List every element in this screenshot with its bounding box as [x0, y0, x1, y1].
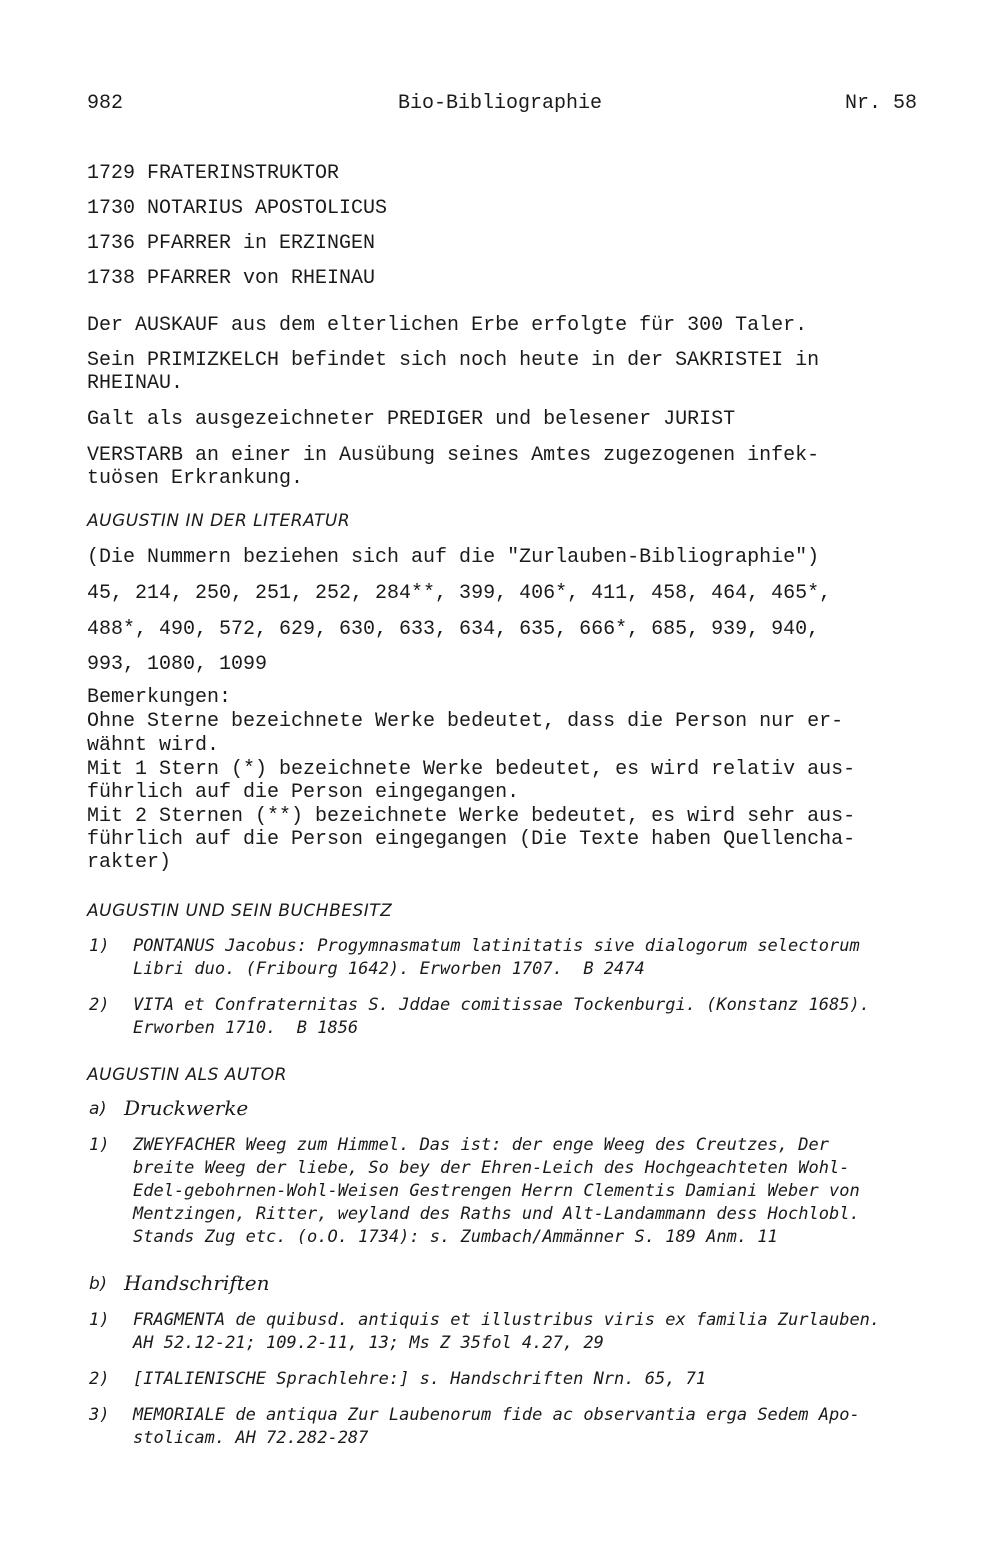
bemerkungen-line: wähnt wird. — [87, 734, 220, 757]
note-auskauf: Der AUSKAUF aus dem elterlichen Erbe erfolgte für 300 Taler. — [87, 314, 808, 337]
print-entry-line: breite Weeg der liebe, So bey der Ehren-Leich des Hochgeachteten Wohl- — [133, 1158, 850, 1178]
print-entry-line: ZWEYFACHER Weeg zum Himmel. Das ist: der enge Weeg des Creutzes, Der — [133, 1135, 829, 1155]
bemerkungen-line: Mit 1 Stern (*) bezeichnete Werke bedeutet, es wird relativ aus- — [87, 758, 856, 781]
page-number: 982 — [87, 92, 124, 115]
book-entry-line: VITA et Confraternitas S. Jddae comitissae Tockenburgi. (Konstanz 1685). — [133, 995, 870, 1015]
career-item: 1738 PFARRER von RHEINAU — [87, 267, 376, 290]
entry-number: Nr. 58 — [845, 92, 918, 115]
subsection-title-handschriften: Handschriften — [124, 1271, 270, 1295]
note-primiz-line1: Sein PRIMIZKELCH befindet sich noch heute in der SAKRISTEI in — [87, 349, 820, 372]
manuscript-entry-line: MEMORIALE de antiqua Zur Laubenorum fide ac observantia erga Sedem Apo- — [133, 1405, 860, 1425]
bemerkungen-line: rakter) — [87, 851, 172, 874]
print-entry-line: Stands Zug etc. (o.O. 1734): s. Zumbach/Ammänner S. 189 Anm. 11 — [133, 1227, 778, 1247]
bemerkungen-line: führlich auf die Person eingegangen (Die Texte haben Quellencha- — [87, 828, 856, 851]
note-verstarb-line2: tuösen Erkrankung. — [87, 467, 304, 490]
note-primiz-line2: RHEINAU. — [87, 372, 184, 395]
section-heading-literatur: AUGUSTIN IN DER LITERATUR — [87, 511, 351, 531]
book-entry-line: Libri duo. (Fribourg 1642). Erworben 1707. B 2474 — [133, 959, 645, 979]
career-item: 1730 NOTARIUS APOSTOLICUS — [87, 197, 388, 220]
bemerkungen-line: Ohne Sterne bezeichnete Werke bedeutet, dass die Person nur er- — [87, 710, 844, 733]
manuscript-entry-line: AH 52.12-21; 109.2-11, 13; Ms Z 35fol 4.27, 29 — [133, 1333, 604, 1353]
bemerkungen-line: Mit 2 Sternen (**) bezeichnete Werke bedeutet, es wird sehr aus- — [87, 805, 856, 828]
literatur-intro: (Die Nummern beziehen sich auf die "Zurlauben-Bibliographie") — [87, 546, 820, 569]
list-item-number: 1) — [89, 1135, 110, 1155]
section-heading-buchbesitz: AUGUSTIN UND SEIN BUCHBESITZ — [87, 901, 393, 921]
manuscript-entry-line: FRAGMENTA de quibusd. antiquis et illustribus viris ex familia Zurlauben. — [133, 1310, 881, 1330]
note-verstarb-line1: VERSTARB an einer in Ausübung seines Amtes zugezogenen infek- — [87, 444, 820, 467]
list-item-number: 1) — [89, 1310, 110, 1330]
bemerkungen-line: führlich auf die Person eingegangen. — [87, 781, 520, 804]
career-item: 1736 PFARRER in ERZINGEN — [87, 232, 376, 255]
note-prediger: Galt als ausgezeichneter PREDIGER und belesener JURIST — [87, 408, 736, 431]
book-entry-line: PONTANUS Jacobus: Progymnasmatum latinitatis sive dialogorum selectorum — [133, 936, 860, 956]
literatur-numbers: 45, 214, 250, 251, 252, 284**, 399, 406*, 411, 458, 464, 465*, — [87, 582, 832, 605]
bemerkungen-title: Bemerkungen: — [87, 686, 232, 709]
print-entry-line: Edel-gebohrnen-Wohl-Weisen Gestrengen Herrn Clementis Damiani Weber von — [133, 1181, 860, 1201]
book-entry-line: Erworben 1710. B 1856 — [133, 1018, 359, 1038]
subsection-title-druckwerke: Druckwerke — [124, 1096, 249, 1120]
section-heading-autor: AUGUSTIN ALS AUTOR — [87, 1065, 287, 1085]
list-item-number: 1) — [89, 936, 110, 956]
print-entry-line: Mentzingen, Ritter, weyland des Raths und Alt-Landammann dess Hochlobl. — [133, 1204, 860, 1224]
literatur-numbers: 488*, 490, 572, 629, 630, 633, 634, 635, 666*, 685, 939, 940, — [87, 618, 820, 641]
list-item-number: 3) — [89, 1405, 110, 1425]
career-item: 1729 FRATERINSTRUKTOR — [87, 162, 340, 185]
list-item-number: 2) — [89, 1369, 110, 1389]
subsection-label: a) — [89, 1099, 108, 1119]
subsection-label: b) — [89, 1274, 108, 1294]
running-title: Bio-Bibliographie — [398, 92, 603, 115]
manuscript-entry-line: [ITALIENISCHE Sprachlehre:] s. Handschriften Nrn. 65, 71 — [133, 1369, 707, 1389]
literatur-numbers: 993, 1080, 1099 — [87, 653, 268, 676]
manuscript-entry-line: stolicam. AH 72.282-287 — [133, 1428, 369, 1448]
list-item-number: 2) — [89, 995, 110, 1015]
